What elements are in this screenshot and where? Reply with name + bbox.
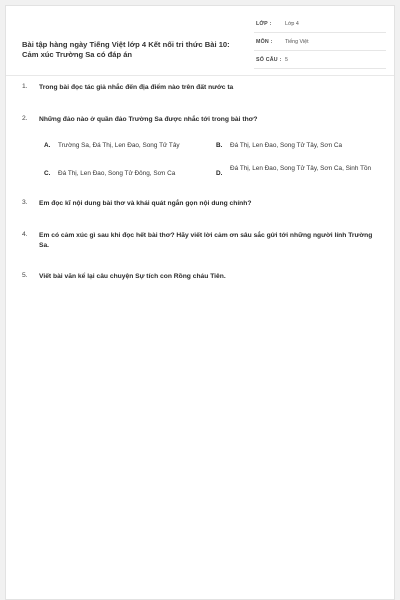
question-text: Những đảo nào ở quần đảo Trường Sa được nhắc tới trong bài thơ? [39,116,258,123]
meta-row-subject [254,33,386,51]
meta-value-grade: Lớp 4 [285,21,299,27]
meta-value-question-count: 5 [285,57,288,63]
header-divider [6,75,394,76]
question-2 [22,115,382,185]
question-text: Em đọc kĩ nội dung bài thơ và khái quát ngắn gọn nội dung chính? [39,200,252,207]
option-letter: A. [44,142,51,149]
meta-label-subject: MÔN : [256,39,273,45]
option-text: Trường Sa, Đá Thị, Len Đao, Song Tử Tây [58,142,180,149]
question-text: Em có cảm xúc gì sau khi đọc hết bài thơ? Hãy viết lời cảm ơn sâu sắc gửi tới những người lính Trường Sa. [39,232,373,249]
worksheet-page [5,5,395,600]
option-text: Đá Thị, Len Đao, Song Tử Tây, Sơn Ca, Sinh Tồn [230,165,372,172]
worksheet-title: Bài tập hàng ngày Tiếng Việt lớp 4 Kết nối tri thức Bài 10: Cảm xúc Trường Sa có đáp án [22,40,230,59]
question-number: 1. [22,83,28,90]
option-letter: C. [44,170,51,177]
meta-label-question-count: SỐ CÂU : [256,57,282,63]
question-number: 4. [22,231,28,238]
option-letter: D. [216,170,223,177]
option-text: Đá Thị, Len Đao, Song Tử Tây, Sơn Ca [230,142,343,149]
meta-value-subject: Tiếng Việt [285,39,309,45]
question-number: 3. [22,199,28,206]
meta-row-grade [254,15,386,33]
option-text: Đá Thị, Len Đao, Song Tử Đông, Sơn Ca [58,170,176,177]
question-text: Viết bài văn kể lại câu chuyện Sự tích con Rồng cháu Tiên. [39,273,226,280]
option-letter: B. [216,142,223,149]
meta-info-table [254,15,386,69]
meta-label-grade: LỚP : [256,21,272,27]
question-number: 5. [22,272,28,279]
question-text: Trong bài đọc tác giả nhắc đến địa điểm nào trên đất nước ta [39,84,234,91]
question-number: 2. [22,115,28,122]
meta-row-question-count [254,51,386,69]
worksheet-header [6,6,394,74]
